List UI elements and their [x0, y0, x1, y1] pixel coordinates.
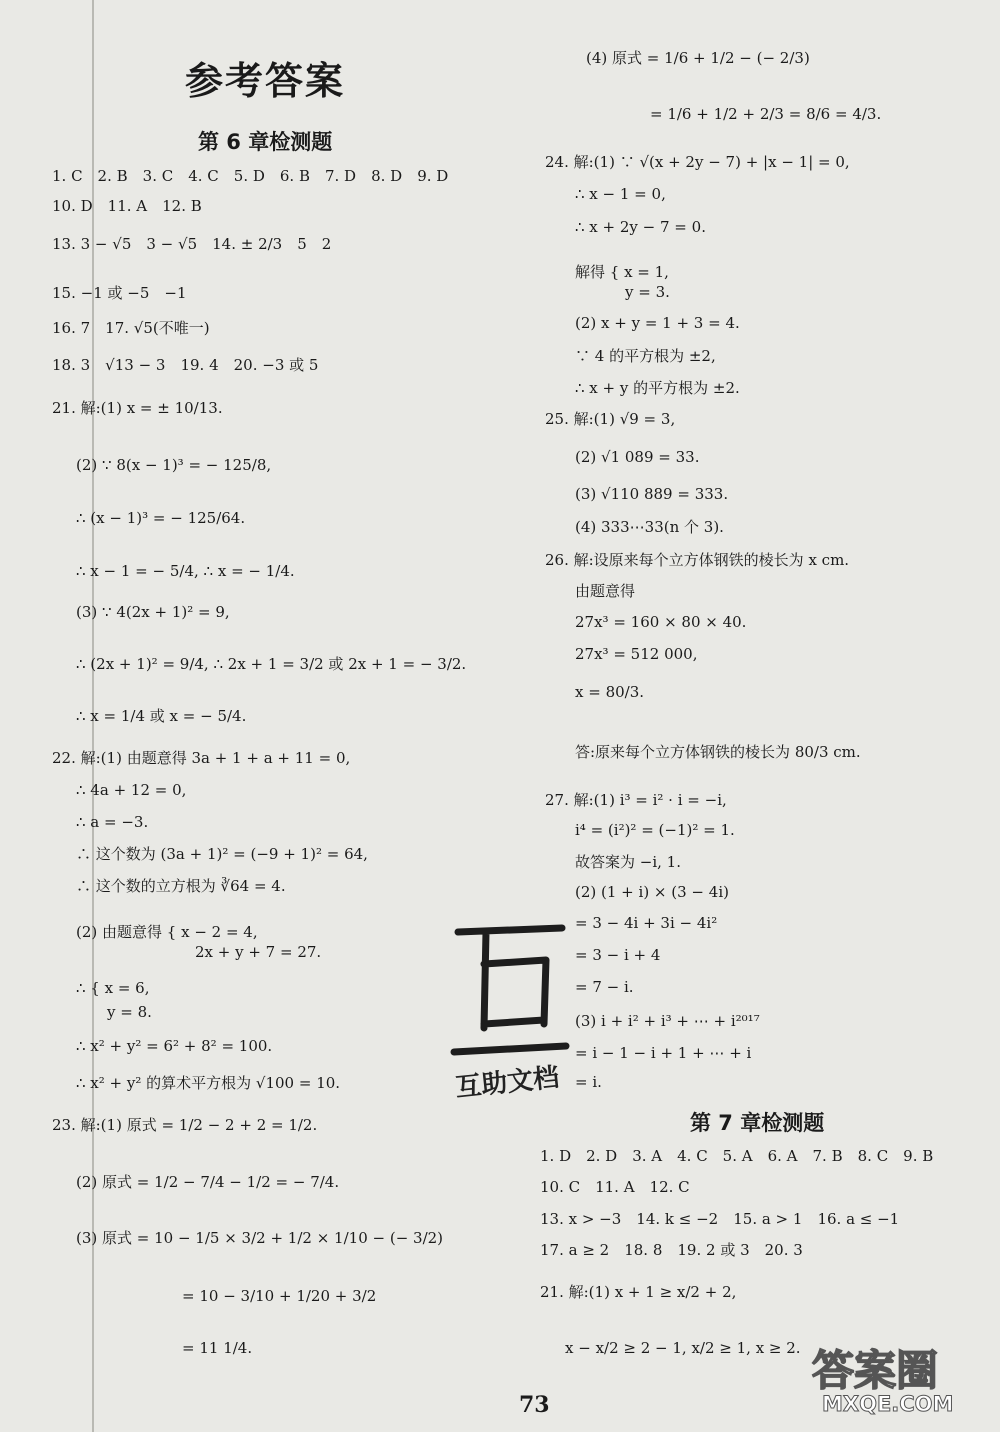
answer-line: ∴ (x − 1)³ = − 125/64.	[76, 509, 246, 527]
answer-line: 26. 解:设原来每个立方体钢铁的棱长为 x cm.	[545, 551, 850, 569]
answer-line: (2) (1 + i) × (3 − 4i)	[575, 883, 729, 901]
answer-line: 2x + y + 7 = 27.	[195, 943, 322, 961]
answer-line: (2) ∵ 8(x − 1)³ = − 125/8,	[76, 456, 272, 474]
brand-logo: 答案圈	[812, 1346, 939, 1395]
answer-line: x = 80/3.	[575, 683, 645, 701]
answer-line: 27x³ = 160 × 80 × 40.	[575, 613, 747, 631]
answer-line: (3) i + i² + i³ + ⋯ + i²⁰¹⁷	[575, 1012, 760, 1030]
answer-line: 10. D 11. A 12. B	[52, 197, 202, 215]
answer-line: 24. 解:(1) ∵ √(x + 2y − 7) + |x − 1| = 0,	[545, 153, 850, 171]
page-number: 73	[519, 1392, 550, 1418]
answer-line: (3) √110 889 = 333.	[575, 485, 729, 503]
answer-line: 17. a ≥ 2 18. 8 19. 2 或 3 20. 3	[540, 1241, 803, 1259]
answer-line: 13. x > −3 14. k ≤ −2 15. a > 1 16. a ≤ −1	[540, 1210, 900, 1228]
answer-line: (2) 由题意得 { x − 2 = 4,	[76, 923, 258, 941]
answer-line: 27x³ = 512 000,	[575, 645, 698, 663]
answer-line: ∴ x − 1 = 0,	[575, 185, 666, 203]
answer-line: x − x/2 ≥ 2 − 1, x/2 ≥ 1, x ≥ 2.	[565, 1339, 801, 1357]
answer-line: = 10 − 3/10 + 1/20 + 3/2	[182, 1287, 377, 1305]
answer-line: 22. 解:(1) 由题意得 3a + 1 + a + 11 = 0,	[52, 749, 351, 767]
answer-line: = 7 − i.	[575, 978, 634, 996]
answer-line: 27. 解:(1) i³ = i² · i = −i,	[545, 791, 727, 809]
answer-line: 故答案为 −i, 1.	[575, 853, 681, 871]
answer-line: ∴ x + y 的平方根为 ±2.	[575, 379, 740, 397]
answer-line: (4) 原式 = 1/6 + 1/2 − (− 2/3)	[586, 49, 810, 67]
answer-line: 答:原来每个立方体钢铁的棱长为 80/3 cm.	[575, 743, 861, 761]
answer-line: 解得 { x = 1,	[575, 263, 669, 281]
answer-line: 15. −1 或 −5 −1	[52, 284, 187, 302]
answer-line: y = 8.	[107, 1003, 152, 1021]
answer-line: ∴ { x = 6,	[76, 979, 150, 997]
answer-line: (2) 原式 = 1/2 − 7/4 − 1/2 = − 7/4.	[76, 1173, 340, 1191]
watermark-text: 互助文档	[453, 1062, 561, 1104]
answer-line: ∴ a = −3.	[76, 813, 149, 831]
answer-line: ∵ 4 的平方根为 ±2,	[575, 347, 716, 365]
answer-line: 21. 解:(1) x = ± 10/13.	[52, 399, 223, 417]
answer-line: = 11 1/4.	[182, 1339, 253, 1357]
brand-url: MXQE.COM	[822, 1392, 954, 1416]
answer-line: ∴ 这个数的立方根为 ∛64 = 4.	[76, 877, 286, 895]
answer-line: 1. D 2. D 3. A 4. C 5. A 6. A 7. B 8. C 9. B	[540, 1147, 934, 1165]
answer-line: = i.	[575, 1073, 602, 1091]
answer-line: ∴ (2x + 1)² = 9/4, ∴ 2x + 1 = 3/2 或 2x + 1 = − 3/2.	[76, 655, 467, 673]
answer-line: ∴ x² + y² = 6² + 8² = 100.	[76, 1037, 273, 1055]
answer-line: (4) 333⋯33(n 个 3).	[575, 518, 724, 536]
answer-line: = 1/6 + 1/2 + 2/3 = 8/6 = 4/3.	[650, 105, 882, 123]
chapter-7-heading: 第 7 章检测题	[690, 1111, 825, 1135]
answer-line: 21. 解:(1) x + 1 ≥ x/2 + 2,	[540, 1283, 737, 1301]
answer-line: = 3 − i + 4	[575, 946, 661, 964]
answer-line: y = 3.	[625, 283, 670, 301]
answer-line: = 3 − 4i + 3i − 4i²	[575, 914, 718, 932]
answer-line: 10. C 11. A 12. C	[540, 1178, 690, 1196]
answer-line: i⁴ = (i²)² = (−1)² = 1.	[575, 821, 735, 839]
answer-line: 23. 解:(1) 原式 = 1/2 − 2 + 2 = 1/2.	[52, 1116, 318, 1134]
answer-line: = i − 1 − i + 1 + ⋯ + i	[575, 1044, 752, 1062]
answer-line: 25. 解:(1) √9 = 3,	[545, 410, 676, 428]
watermark-logo	[450, 920, 570, 1060]
answer-line: 18. 3 √13 − 3 19. 4 20. −3 或 5	[52, 356, 319, 374]
answer-line: ∴ x = 1/4 或 x = − 5/4.	[76, 707, 247, 725]
answer-line: ∴ x² + y² 的算术平方根为 √100 = 10.	[76, 1074, 341, 1092]
answer-line: 由题意得	[575, 582, 636, 600]
answer-line: 16. 7 17. √5(不唯一)	[52, 319, 210, 337]
page-title: 参考答案	[185, 59, 346, 103]
answer-line: ∴ x − 1 = − 5/4, ∴ x = − 1/4.	[76, 562, 295, 580]
answer-line: (2) √1 089 = 33.	[575, 448, 700, 466]
answer-line: (3) ∵ 4(2x + 1)² = 9,	[76, 603, 230, 621]
answer-line: (2) x + y = 1 + 3 = 4.	[575, 314, 740, 332]
answer-line: (3) 原式 = 10 − 1/5 × 3/2 + 1/2 × 1/10 − (− 3/2)	[76, 1229, 444, 1247]
chapter-6-heading: 第 6 章检测题	[198, 130, 333, 154]
answer-line: ∴ 这个数为 (3a + 1)² = (−9 + 1)² = 64,	[76, 845, 368, 863]
answer-line: 13. 3 − √5 3 − √5 14. ± 2/3 5 2	[52, 235, 332, 253]
answer-line: ∴ 4a + 12 = 0,	[76, 781, 187, 799]
answer-line: ∴ x + 2y − 7 = 0.	[575, 218, 706, 236]
answer-line: 1. C 2. B 3. C 4. C 5. D 6. B 7. D 8. D 9. D	[52, 167, 449, 185]
